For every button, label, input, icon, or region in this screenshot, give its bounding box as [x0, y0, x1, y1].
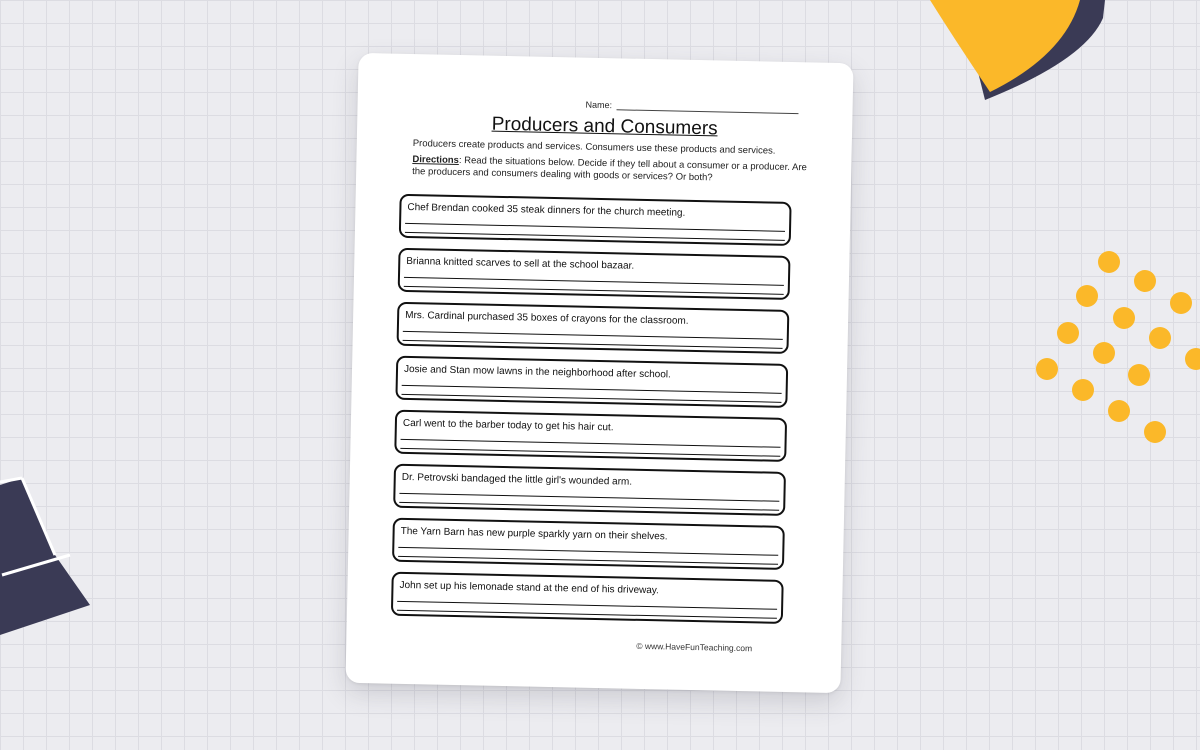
name-row [586, 100, 799, 114]
name-line [616, 100, 798, 114]
situation-text: Brianna knitted scarves to sell at the school bazaar. [406, 255, 635, 272]
situation-text: Chef Brendan cooked 35 steak dinners for the church meeting. [407, 201, 686, 219]
answer-line [402, 385, 782, 394]
answer-line [397, 601, 777, 610]
situation-box [399, 194, 792, 246]
answer-line [399, 493, 779, 502]
situation-box [392, 518, 785, 570]
answer-line [403, 331, 783, 340]
directions-text: : Read the situations below. Decide if they tell about a consumer or a producer. Are the producers and consumers dealing with goods or services? Or both? [412, 155, 807, 184]
situation-text: Dr. Petrovski bandaged the little girl's wounded arm. [401, 471, 633, 488]
situation-box [397, 302, 790, 354]
situation-box [394, 410, 787, 462]
worksheet [345, 53, 853, 693]
situation-box [391, 572, 784, 624]
copyright: © www.HaveFunTeaching.com [636, 640, 753, 654]
situation-box [398, 248, 791, 300]
answer-line [401, 394, 781, 403]
answer-line [400, 448, 780, 457]
answer-line [405, 232, 785, 241]
directions-label: Directions [412, 154, 460, 167]
situation-text: Josie and Stan mow lawns in the neighborhood after school. [403, 363, 671, 381]
answer-line [403, 340, 783, 349]
answer-line [404, 286, 784, 295]
bottom-left-decoration [0, 470, 100, 640]
situation-box [393, 464, 786, 516]
situation-text: The Yarn Barn has new purple sparkly yarn on their shelves. [400, 525, 668, 543]
worksheet-title: Producers and Consumers [491, 113, 718, 140]
situation-text: Carl went to the barber today to get his hair cut. [402, 417, 614, 434]
answer-line [404, 277, 784, 286]
answer-line [401, 439, 781, 448]
situation-text: John set up his lemonade stand at the end of his driveway. [399, 579, 659, 597]
answer-line [399, 502, 779, 511]
answer-line [405, 223, 785, 232]
answer-line [397, 610, 777, 619]
intro-text: Producers create products and services. Consumers use these products and services. [412, 138, 776, 157]
situation-box [395, 356, 788, 408]
name-label: Name: [585, 99, 613, 111]
directions [412, 154, 812, 186]
situation-text: Mrs. Cardinal purchased 35 boxes of crayons for the classroom. [405, 309, 689, 327]
top-right-decoration [925, 0, 1115, 100]
answer-line [398, 547, 778, 556]
answer-line [398, 556, 778, 565]
